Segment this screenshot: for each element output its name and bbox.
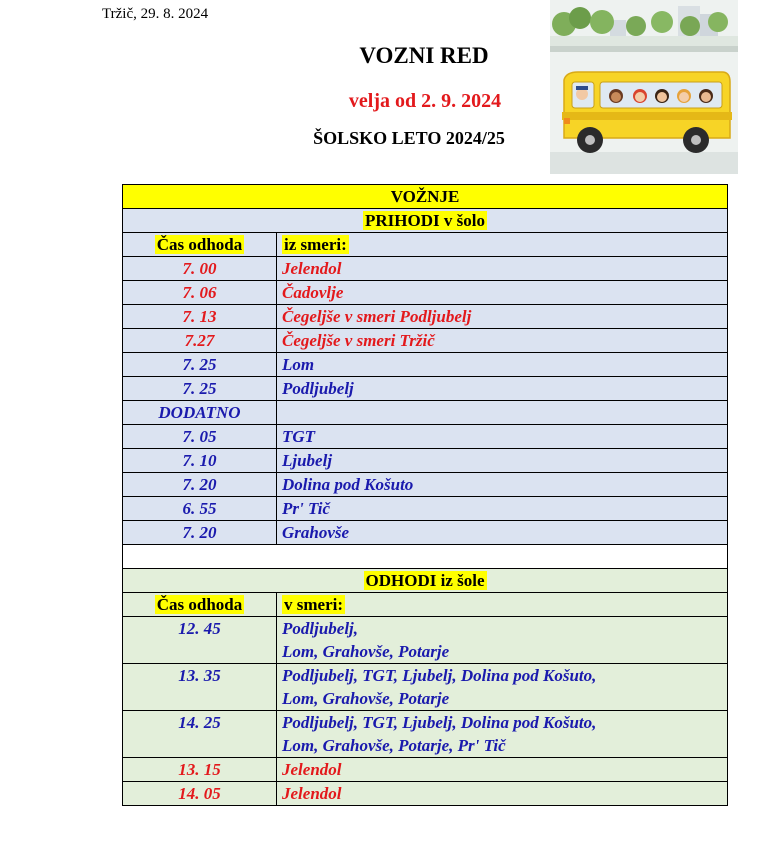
table-row — [123, 473, 728, 497]
arrival-time: 6. 55 — [123, 497, 277, 521]
table-row — [123, 782, 728, 806]
departure-destinations-line2: Lom, Grahovše, Potarje — [282, 642, 450, 661]
table-row — [123, 281, 728, 305]
arrival-place: Čadovlje — [277, 281, 728, 305]
table-row — [123, 449, 728, 473]
table-row — [123, 664, 728, 711]
departure-time: 14. 25 — [123, 711, 277, 758]
table-row — [123, 521, 728, 545]
departure-destinations-line1: Podljubelj, TGT, Ljubelj, Dolina pod Košuto, — [282, 713, 597, 732]
table-row — [123, 353, 728, 377]
arrival-place: Podljubelj — [277, 377, 728, 401]
document-date: Tržič, 29. 8. 2024 — [102, 6, 209, 22]
arrival-time: 7. 10 — [123, 449, 277, 473]
arrival-place: Dolina pod Košuto — [277, 473, 728, 497]
table-row — [123, 711, 728, 758]
departures-col-time: Čas odhoda — [156, 595, 243, 614]
departure-time: 13. 15 — [123, 758, 277, 782]
school-bus-illustration — [550, 0, 738, 174]
arrival-time: 7. 25 — [123, 377, 277, 401]
departure-destinations-line1: Podljubelj, TGT, Ljubelj, Dolina pod Košuto, — [282, 666, 597, 685]
arrival-place: Čegeljše v smeri Tržič — [277, 329, 728, 353]
table-row — [123, 497, 728, 521]
arrival-time: 7.27 — [123, 329, 277, 353]
departure-destinations-line2: Lom, Grahovše, Potarje — [282, 689, 450, 708]
schedule-table — [122, 184, 728, 806]
arrivals-column-headers — [123, 233, 728, 257]
arrivals-title-text: PRIHODI v šolo — [365, 211, 485, 230]
arrival-place: TGT — [277, 425, 728, 449]
table-row — [123, 425, 728, 449]
table-row — [123, 305, 728, 329]
arrival-time: 7. 06 — [123, 281, 277, 305]
spacer-row — [123, 545, 728, 569]
extra-label: DODATNO — [123, 401, 277, 425]
table-row — [123, 758, 728, 782]
arrival-time: 7. 20 — [123, 473, 277, 497]
extra-label-row — [123, 401, 728, 425]
document-title: VOZNI RED — [359, 43, 489, 68]
table-row — [123, 617, 728, 664]
departure-destination: Jelendol — [277, 782, 728, 806]
arrival-time: 7. 25 — [123, 353, 277, 377]
departure-time: 12. 45 — [123, 617, 277, 664]
arrival-time: 7. 00 — [123, 257, 277, 281]
arrival-place: Jelendol — [277, 257, 728, 281]
table-row — [123, 257, 728, 281]
table-heading: VOŽNJE — [123, 185, 728, 209]
departure-time: 13. 35 — [123, 664, 277, 711]
arrival-place: Ljubelj — [277, 449, 728, 473]
school-year: ŠOLSKO LETO 2024/25 — [313, 128, 505, 148]
table-row — [123, 329, 728, 353]
departures-column-headers — [123, 593, 728, 617]
departure-time: 14. 05 — [123, 782, 277, 806]
arrival-time: 7. 20 — [123, 521, 277, 545]
arrival-time: 7. 05 — [123, 425, 277, 449]
valid-from: velja od 2. 9. 2024 — [348, 90, 502, 112]
arrivals-col-place: iz smeri: — [284, 235, 347, 254]
table-row — [123, 377, 728, 401]
departures-title — [123, 569, 728, 593]
arrival-place: Pr' Tič — [277, 497, 728, 521]
arrival-place: Čegeljše v smeri Podljubelj — [277, 305, 728, 329]
departures-title-text: ODHODI iz šole — [365, 571, 485, 590]
arrival-time: 7. 13 — [123, 305, 277, 329]
arrival-place: Grahovše — [277, 521, 728, 545]
departures-col-place: v smeri: — [284, 595, 344, 614]
departure-destination: Jelendol — [277, 758, 728, 782]
arrivals-col-time: Čas odhoda — [156, 235, 243, 254]
departure-destinations-line2: Lom, Grahovše, Potarje, Pr' Tič — [282, 736, 506, 755]
departure-destinations-line1: Podljubelj, — [282, 619, 359, 638]
arrivals-title — [123, 209, 728, 233]
arrival-place: Lom — [277, 353, 728, 377]
